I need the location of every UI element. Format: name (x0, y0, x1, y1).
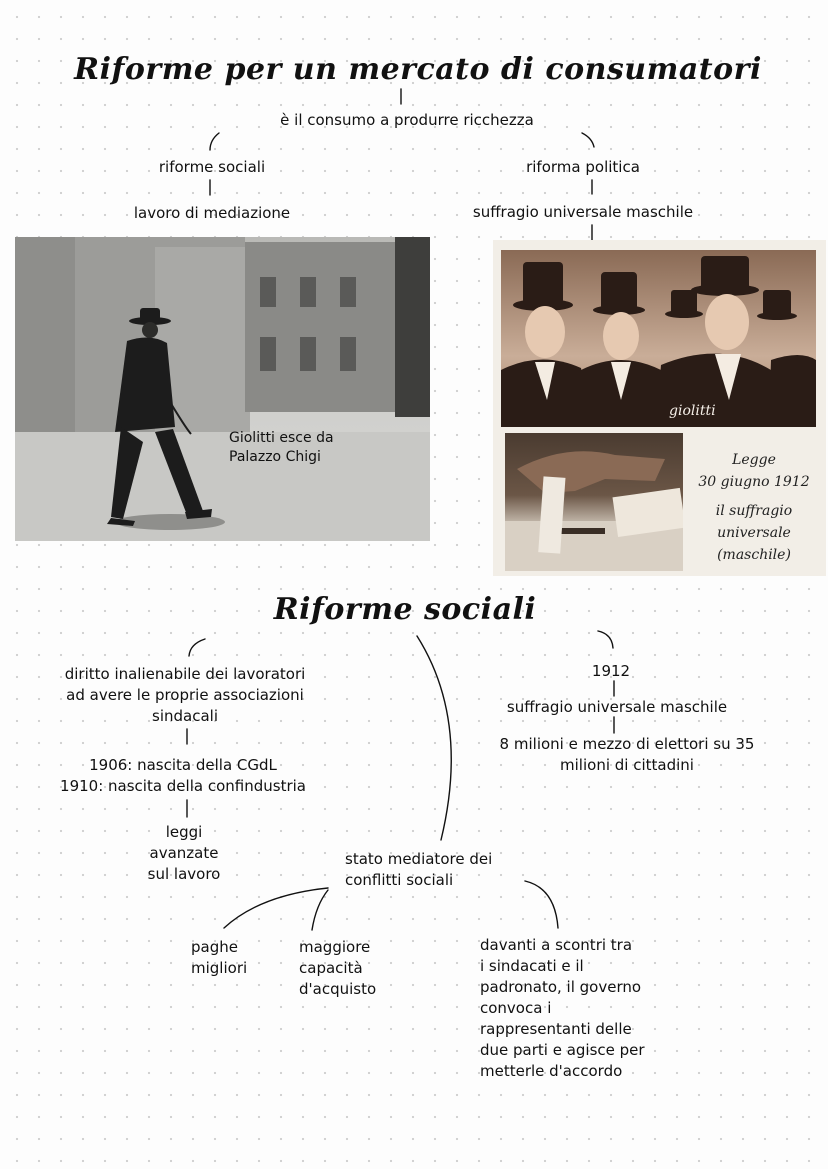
mediation-line-7: metterle d'accordo (480, 1062, 623, 1080)
voters-text (500, 734, 755, 776)
mediation-line-6: due parti e agisce per (480, 1041, 645, 1059)
curve-rights (189, 639, 205, 656)
curve-mediation (525, 881, 558, 928)
dates-text (60, 755, 306, 797)
curve-purchasing (312, 890, 328, 930)
vote-caption-line-5: (maschile) (717, 547, 791, 563)
mediation-line-2: i sindacati e il (480, 957, 584, 975)
ballot-photo (505, 433, 683, 571)
caption-line-2: Palazzo Chigi (229, 449, 321, 465)
vote-law-caption (685, 449, 823, 566)
curve-right-branch (582, 133, 594, 147)
page-title: Riforme per un mercato di consumatori (74, 52, 762, 87)
voters-line-1: 8 milioni e mezzo di elettori su 35 (499, 735, 755, 753)
state-line-2: conflitti sociali (345, 871, 454, 889)
rights-line-3: sindacali (152, 707, 218, 725)
laws-line-3: sul lavoro (147, 865, 221, 883)
rights-text (65, 664, 306, 727)
branch-mediation: lavoro di mediazione (133, 204, 291, 222)
wages-text (191, 937, 247, 979)
vote-caption-line-3: il suffragio (715, 503, 793, 519)
state-line-1: stato mediatore dei (345, 850, 493, 868)
caption-line-1: Giolitti esce da (229, 430, 334, 446)
curve-state (417, 636, 451, 840)
vote-caption-line-2: 30 giugno 1912 (698, 474, 810, 490)
branch-suffrage: suffragio universale maschile (472, 203, 694, 221)
date-1910: 1910: nascita della confindustria (60, 777, 306, 795)
state-mediator-text (345, 849, 492, 891)
curve-left-branch (210, 133, 219, 150)
mediation-line-5: rappresentanti delle (480, 1020, 632, 1038)
photo-panel (493, 240, 826, 576)
mediation-text (480, 935, 645, 1082)
purchasing-line-3: d'acquisto (299, 980, 377, 998)
vote-caption-line-1: Legge (732, 452, 776, 468)
purchasing-line-1: maggiore (299, 938, 371, 956)
ballot-illustration (505, 433, 683, 571)
laws-line-1: leggi (165, 823, 203, 841)
section-title-social: Riforme sociali (273, 592, 537, 627)
branch-social-reforms: riforme sociali (158, 158, 266, 176)
purchasing-text (299, 937, 376, 1000)
mediation-line-4: convoca i (480, 999, 552, 1017)
date-1906: 1906: nascita della CGdL (89, 756, 277, 774)
mediation-line-3: padronato, il governo (480, 978, 642, 996)
rights-line-2: ad avere le proprie associazioni (66, 686, 304, 704)
mediation-line-1: davanti a scontri tra (480, 936, 633, 954)
rights-line-1: diritto inalienabile dei lavoratori (64, 665, 306, 683)
giolitti-walk-caption (229, 429, 334, 467)
giolitti-walk-illustration (15, 237, 430, 541)
giolitti-group-illustration (501, 250, 816, 427)
wages-line-2: migliori (191, 959, 248, 977)
suffrage-text: suffragio universale maschile (506, 698, 728, 716)
wages-line-1: paghe (191, 938, 238, 956)
curve-1912 (598, 631, 613, 648)
purchasing-line-2: capacità (299, 959, 363, 977)
giolitti-group-caption: giolitti (669, 403, 716, 419)
branch-political-reform: riforma politica (526, 158, 640, 176)
laws-line-2: avanzate (149, 844, 219, 862)
curve-wages (224, 888, 328, 928)
year-1912: 1912 (591, 662, 631, 680)
subtitle: è il consumo a produrre ricchezza (280, 111, 534, 129)
giolitti-group-photo (501, 250, 816, 427)
voters-line-2: milioni di cittadini (560, 756, 694, 774)
giolitti-walk-photo (15, 237, 430, 541)
laws-text (148, 822, 221, 885)
vote-caption-line-4: universale (717, 525, 791, 541)
